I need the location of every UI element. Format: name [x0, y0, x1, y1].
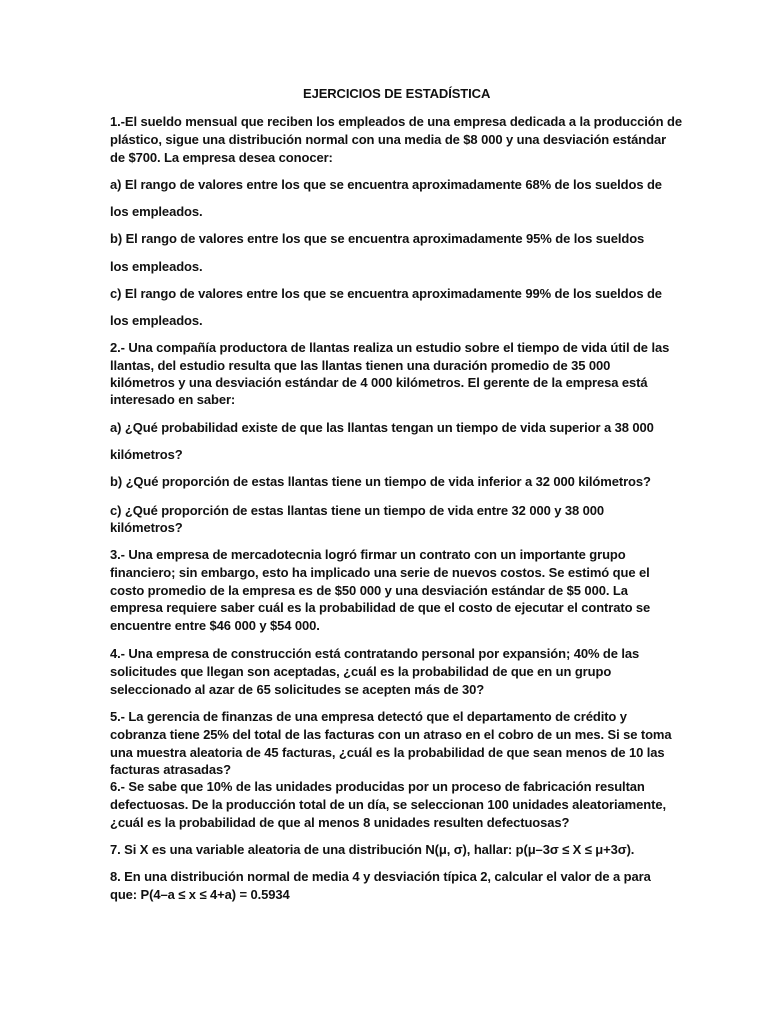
text-line: kilómetros?	[110, 520, 183, 535]
text-line: 2.- Una compañía productora de llantas realiza un estudio sobre el tiempo de vida útil de las	[110, 340, 670, 355]
text-line: c) El rango de valores entre los que se encuentra aproximadamente 99% de los sueldos de	[110, 286, 662, 301]
text-line: 8. En una distribución normal de media 4 y desviación típica 2, calcular el valor de a para	[110, 869, 651, 884]
text-line: cobranza tiene 25% del total de las facturas con un atraso en el cobro de un mes. Si se toma	[110, 727, 672, 742]
text-line: ¿cuál es la probabilidad de que al menos 8 unidades resulten defectuosas?	[110, 815, 570, 830]
text-line: que: P(4–a ≤ x ≤ 4+a) = 0.5934	[110, 887, 290, 902]
text-line: los empleados.	[110, 259, 203, 274]
text-line: defectuosas. De la producción total de un día, se seleccionan 100 unidades aleatoriamente,	[110, 797, 666, 812]
text-line: financiero; sin embargo, esto ha implicado una serie de nuevos costos. Se estimó que el	[110, 565, 650, 580]
text-line: 1.-El sueldo mensual que reciben los empleados de una empresa dedicada a la producción de	[110, 114, 682, 129]
text-line: solicitudes que llegan son aceptadas, ¿cuál es la probabilidad de que en un grupo	[110, 664, 612, 679]
document-title: EJERCICIOS DE ESTADÍSTICA	[303, 86, 491, 101]
text-line: interesado en saber:	[110, 392, 236, 407]
text-line: 5.- La gerencia de finanzas de una empresa detectó que el departamento de crédito y	[110, 709, 627, 724]
text-line: 6.- Se sabe que 10% de las unidades producidas por un proceso de fabricación resultan	[110, 779, 645, 794]
text-line: empresa requiere saber cuál es la probabilidad de que el costo de ejecutar el contrato se	[110, 600, 651, 615]
text-line: a) ¿Qué probabilidad existe de que las llantas tengan un tiempo de vida superior a 38 000	[110, 420, 654, 435]
text-line: 4.- Una empresa de construcción está contratando personal por expansión; 40% de las	[110, 646, 640, 661]
text-line: 3.- Una empresa de mercadotecnia logró firmar un contrato con un importante grupo	[110, 547, 626, 562]
text-line: una muestra aleatoria de 45 facturas, ¿cuál es la probabilidad de que sean menos de 10 las	[110, 745, 665, 760]
text-line: seleccionado al azar de 65 solicitudes se acepten más de 30?	[110, 682, 485, 697]
text-line: b) ¿Qué proporción de estas llantas tiene un tiempo de vida inferior a 32 000 kilómetros?	[110, 474, 651, 489]
text-line: los empleados.	[110, 204, 203, 219]
text-line: costo promedio de la empresa es de $50 000 y una desviación estándar de $5 000. La	[110, 583, 628, 598]
text-line: llantas, del estudio resulta que las llantas tienen una duración promedio de 35 000	[110, 358, 611, 373]
text-line: facturas atrasadas?	[110, 762, 231, 777]
text-line: los empleados.	[110, 313, 203, 328]
text-line: a) El rango de valores entre los que se encuentra aproximadamente 68% de los sueldos de	[110, 177, 662, 192]
text-line: plástico, sigue una distribución normal con una media de $8 000 y una desviación estándar	[110, 132, 667, 147]
text-line: 7. Si X es una variable aleatoria de una distribución N(μ, σ), hallar: p(μ–3σ ≤ X ≤ μ+3σ).	[110, 842, 635, 857]
text-line: c) ¿Qué proporción de estas llantas tiene un tiempo de vida entre 32 000 y 38 000	[110, 503, 605, 518]
text-line: kilómetros?	[110, 447, 183, 462]
text-line: kilómetros y una desviación estándar de 4 000 kilómetros. El gerente de la empresa está	[110, 375, 648, 390]
text-line: de $700. La empresa desea conocer:	[110, 150, 333, 165]
text-line: encuentre entre $46 000 y $54 000.	[110, 618, 320, 633]
text-line: b) El rango de valores entre los que se encuentra aproximadamente 95% de los sueldos	[110, 231, 645, 246]
